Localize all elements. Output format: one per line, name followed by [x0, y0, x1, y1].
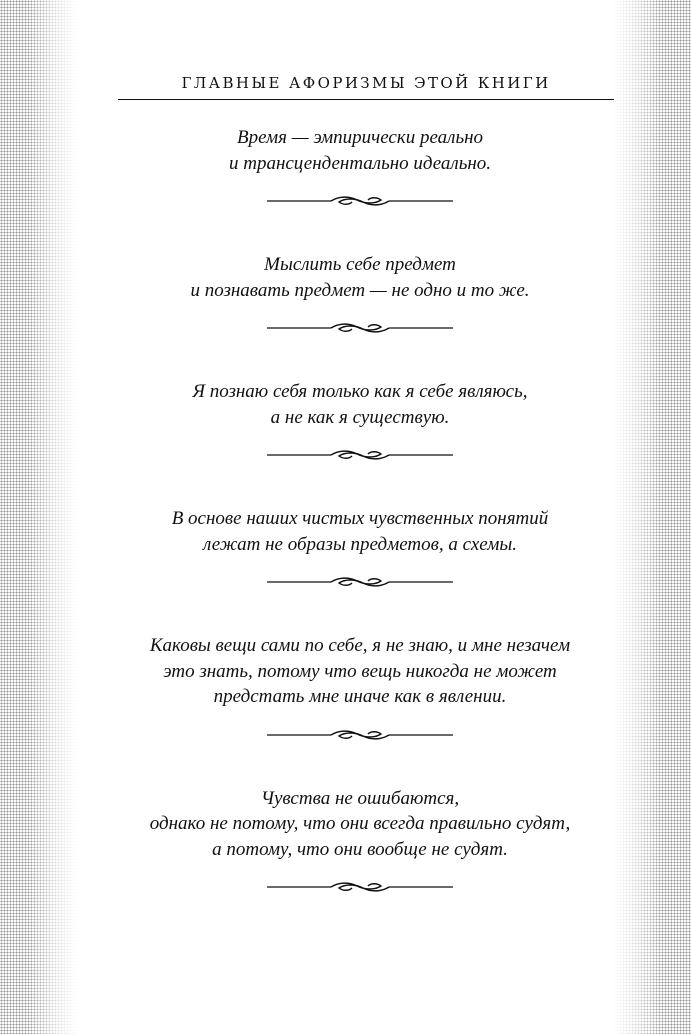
aphorism-line: и трансцендентально идеально. — [228, 152, 492, 174]
aphorism-text — [110, 633, 610, 710]
aphorism-text — [110, 379, 610, 430]
ornamental-flourish-icon — [265, 321, 455, 335]
ornamental-flourish-icon — [265, 880, 455, 894]
aphorism-item — [110, 786, 610, 895]
aphorism-item — [110, 125, 610, 208]
aphorism-list — [110, 125, 610, 938]
aphorism-line: предстать мне иначе как в явлении. — [213, 686, 507, 707]
aphorism-item — [110, 506, 610, 589]
ornamental-flourish-icon — [265, 728, 455, 742]
page-edge-right — [613, 0, 691, 1034]
aphorism-line: это знать, потому что вещь никогда не может — [163, 660, 557, 682]
aphorism-line: а не как я существую. — [270, 406, 450, 428]
aphorism-line: лежат не образы предметов, а схемы. — [203, 533, 517, 555]
page-title: ГЛАВНЫЕ АФОРИЗМЫ ЭТОЙ КНИГИ — [118, 72, 614, 100]
aphorism-text — [110, 786, 610, 863]
aphorism-line: Я познаю себя только как я себе являюсь, — [192, 381, 528, 402]
ornamental-flourish-icon — [265, 575, 455, 589]
aphorism-text — [110, 252, 610, 303]
aphorism-line: Чувства не ошибаются, — [260, 787, 460, 809]
page-edge-left — [0, 0, 78, 1034]
aphorism-line: В основе наших чистых чувственных понятий — [171, 508, 549, 529]
aphorism-line: Время — эмпирически реально — [236, 127, 484, 148]
aphorism-text — [110, 125, 610, 176]
ornamental-flourish-icon — [265, 194, 455, 208]
page-header — [118, 72, 614, 100]
aphorism-item — [110, 379, 610, 462]
aphorism-item — [110, 633, 610, 742]
aphorism-line: Каковы вещи сами по себе, я не знаю, и мне незачем — [149, 635, 571, 656]
aphorism-line: а потому, что они вообще не судят. — [212, 838, 508, 860]
ornamental-flourish-icon — [265, 448, 455, 462]
aphorism-line: и познавать предмет — не одно и то же. — [190, 279, 530, 301]
aphorism-item — [110, 252, 610, 335]
aphorism-text — [110, 506, 610, 557]
aphorism-line: однако не потому, что они всегда правильно судят, — [149, 813, 571, 834]
aphorism-line: Мыслить себе предмет — [264, 254, 456, 275]
